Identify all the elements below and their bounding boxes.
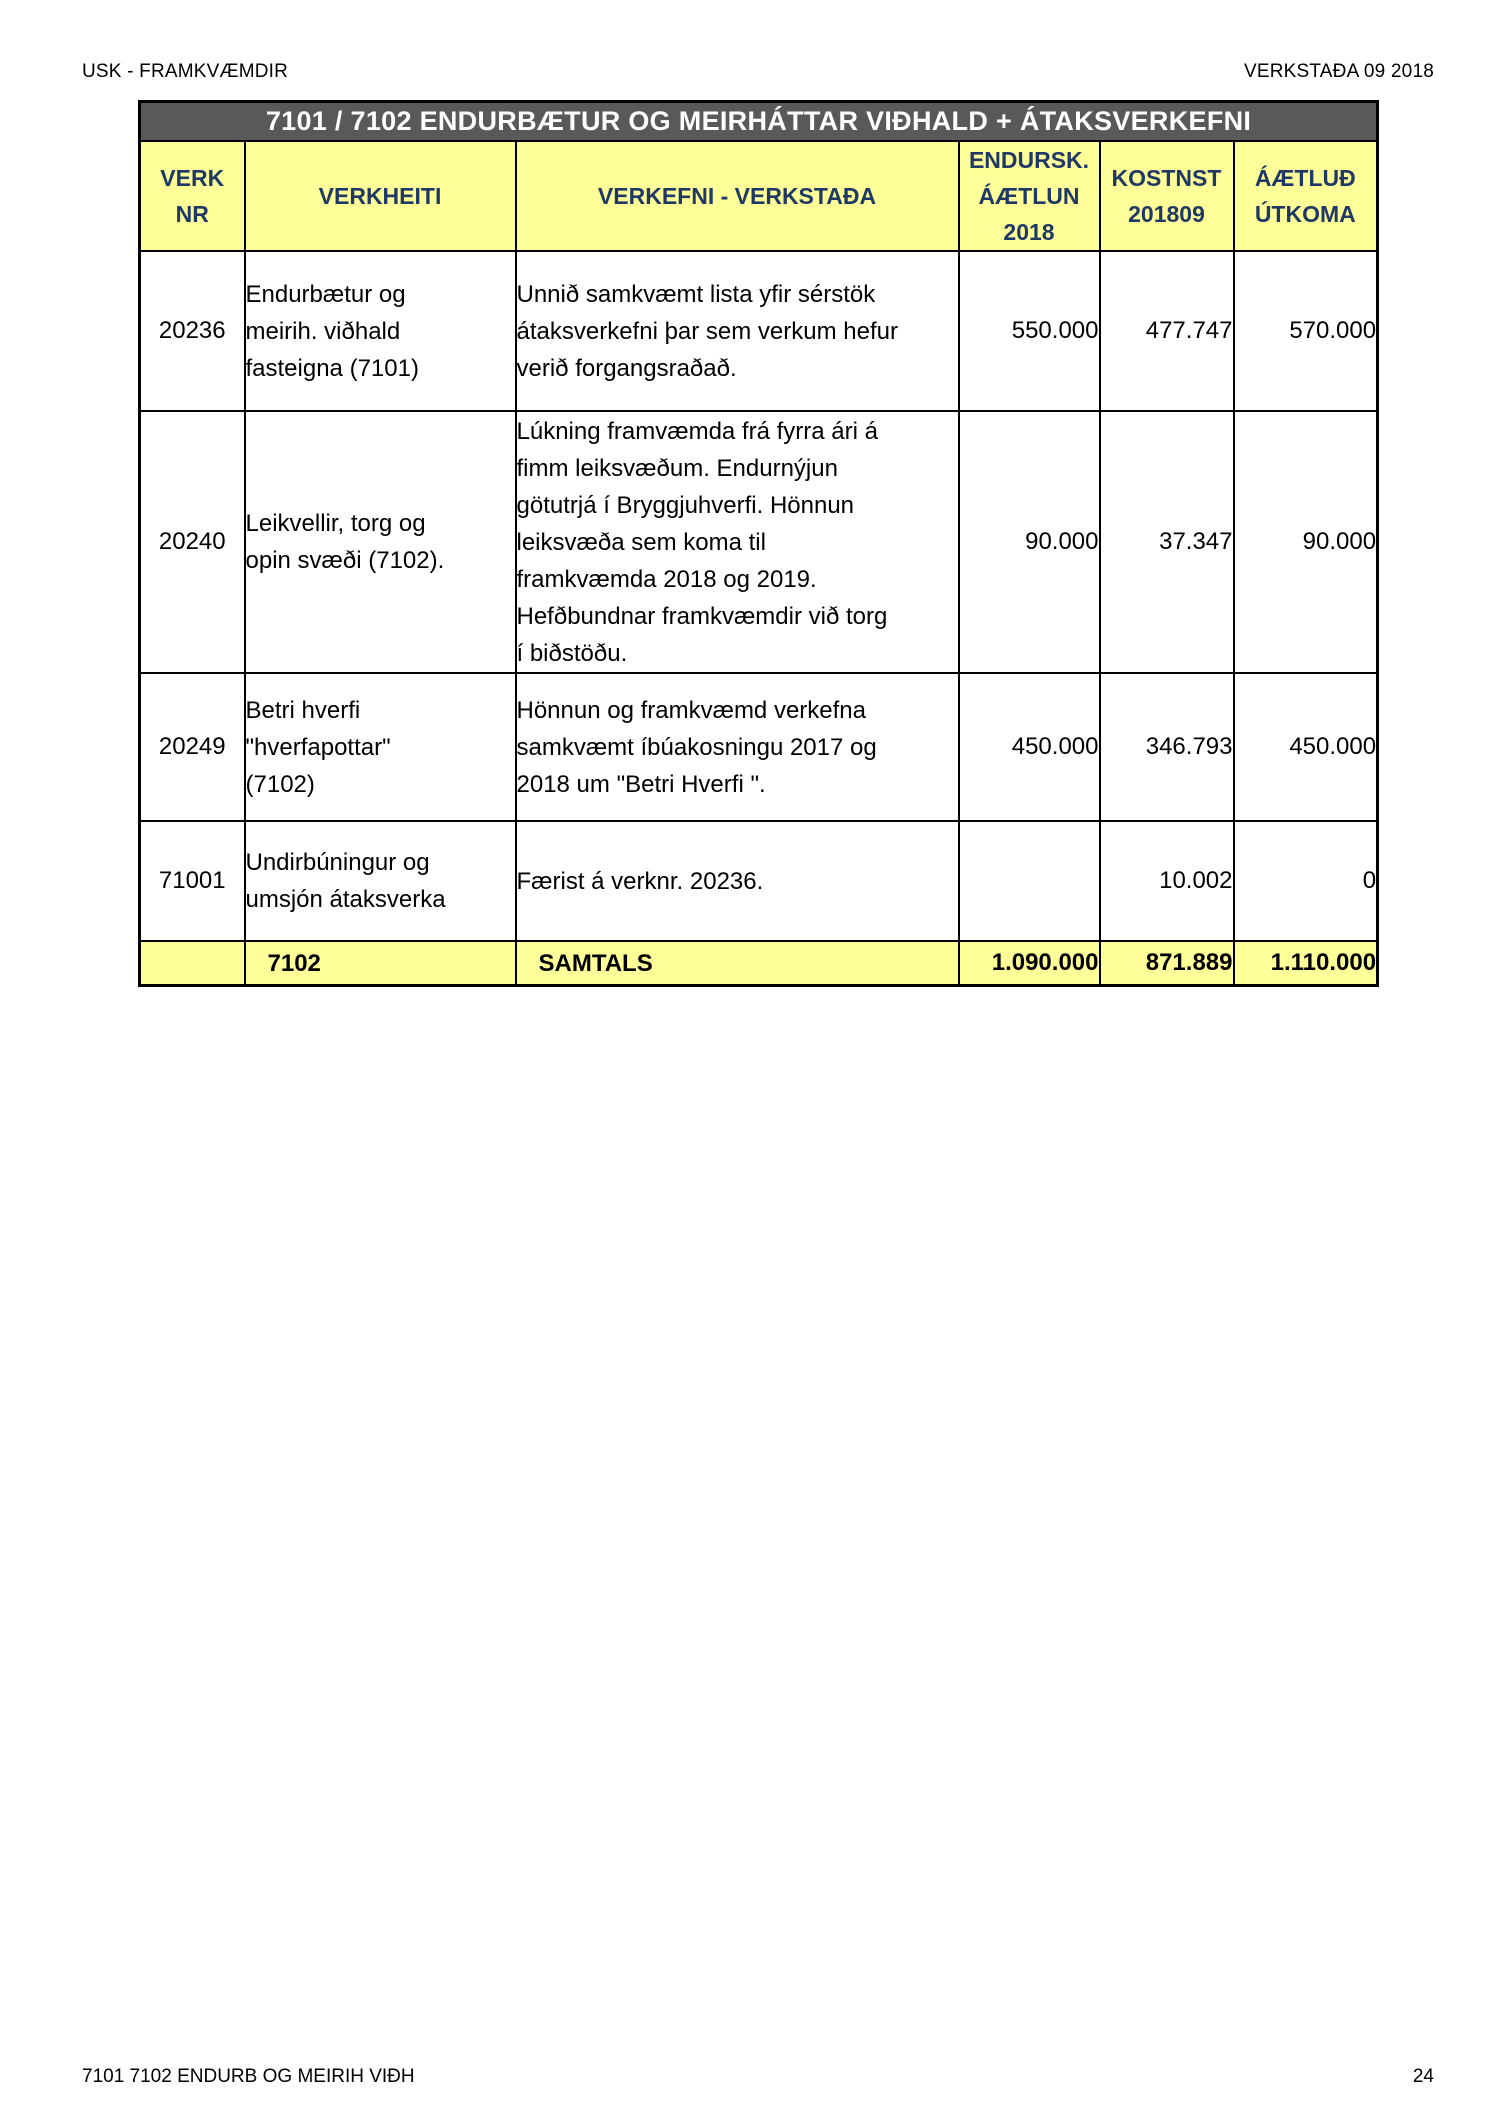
row-task: Hönnun og framkvæmd verkefna samkvæmt íbúakosningu 2017 og 2018 um "Betri Hverfi ". [516, 673, 959, 821]
row-cost: 346.793 [1100, 673, 1234, 821]
total-label: 7102 [245, 941, 516, 986]
table-row [140, 251, 1378, 411]
row-task: Unnið samkvæmt lista yfir sérstök átaksverkefni þar sem verkum hefur verið forgangsraðað. [516, 251, 959, 411]
page-footer-left: 7101 7102 ENDURB OG MEIRIH VIÐH [82, 2066, 415, 2087]
col-header-cost: KOSTNST 201809 [1100, 141, 1234, 251]
row-forecast: 90.000 [1234, 411, 1378, 673]
row-name: Undirbúningur og umsjón átaksverka [245, 821, 516, 941]
table-row [140, 673, 1378, 821]
total-cost: 871.889 [1100, 941, 1234, 986]
total-budget: 1.090.000 [959, 941, 1100, 986]
col-header-nr: VERK NR [140, 141, 245, 251]
total-row [140, 941, 1378, 986]
row-budget: 450.000 [959, 673, 1100, 821]
row-budget: 550.000 [959, 251, 1100, 411]
row-nr: 20249 [140, 673, 245, 821]
row-forecast: 570.000 [1234, 251, 1378, 411]
row-name: Betri hverfi "hverfapottar" (7102) [245, 673, 516, 821]
row-nr: 71001 [140, 821, 245, 941]
total-nr-cell [140, 941, 245, 986]
row-cost: 10.002 [1100, 821, 1234, 941]
page-header-right: VERKSTAÐA 09 2018 [1244, 61, 1434, 82]
budget-table [138, 100, 1379, 987]
total-text: SAMTALS [516, 941, 959, 986]
row-forecast: 450.000 [1234, 673, 1378, 821]
col-header-forecast: ÁÆTLUÐ ÚTKOMA [1234, 141, 1378, 251]
page-number: 24 [1412, 2066, 1434, 2087]
col-header-budget: ENDURSK. ÁÆTLUN 2018 [959, 141, 1100, 251]
row-cost: 477.747 [1100, 251, 1234, 411]
col-header-task: VERKEFNI - VERKSTAÐA [516, 141, 959, 251]
row-nr: 20236 [140, 251, 245, 411]
row-name: Leikvellir, torg og opin svæði (7102). [245, 411, 516, 673]
row-budget: 90.000 [959, 411, 1100, 673]
row-budget [959, 821, 1100, 941]
page-header-left: USK - FRAMKVÆMDIR [82, 61, 289, 82]
total-forecast: 1.110.000 [1234, 941, 1378, 986]
row-forecast: 0 [1234, 821, 1378, 941]
row-nr: 20240 [140, 411, 245, 673]
table-row [140, 411, 1378, 673]
row-task: Lúkning framvæmda frá fyrra ári á fimm leiksvæðum. Endurnýjun götutrjá í Bryggjuhverfi. Hönnun leiksvæða sem koma til framkvæmda 2018 og 2019. Hefðbundnar framkvæmdir við torg í biðstöðu. [516, 411, 959, 673]
row-task: Færist á verknr. 20236. [516, 821, 959, 941]
row-name: Endurbætur og meirih. viðhald fasteigna (7101) [245, 251, 516, 411]
column-header-row [140, 141, 1378, 251]
table-title: 7101 / 7102 ENDURBÆTUR OG MEIRHÁTTAR VIÐHALD + ÁTAKSVERKEFNI [140, 102, 1378, 142]
col-header-name: VERKHEITI [245, 141, 516, 251]
table-row [140, 821, 1378, 941]
row-cost: 37.347 [1100, 411, 1234, 673]
